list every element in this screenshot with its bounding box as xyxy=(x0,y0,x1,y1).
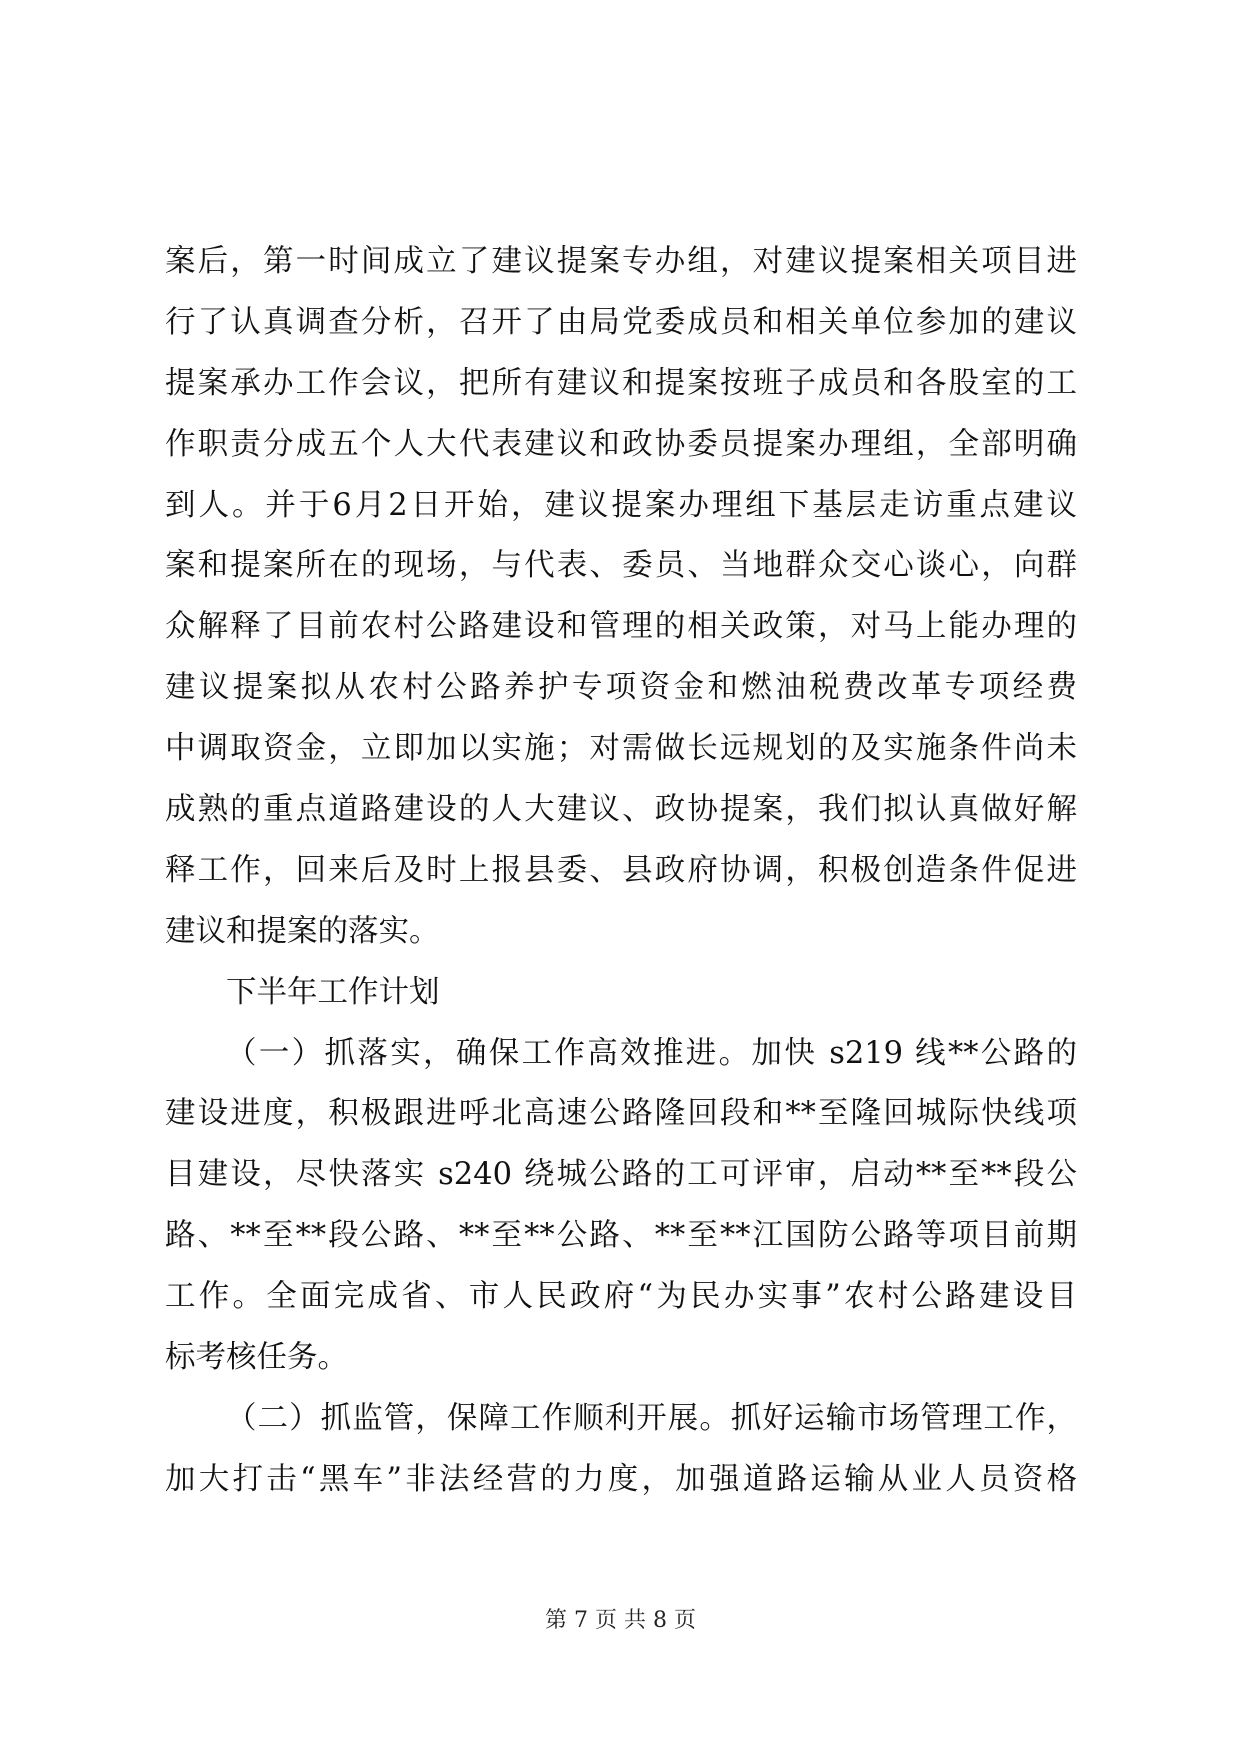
text-line: 中调取资金，立即加以实施；对需做长远规划的及实施条件尚未 xyxy=(165,731,1077,767)
text-line: 建议提案拟从农村公路养护专项资金和燃油税费改革专项经费 xyxy=(165,670,1077,706)
body-text xyxy=(165,232,1077,1511)
text-line: 案后，第一时间成立了建议提案专办组，对建议提案相关项目进 xyxy=(165,244,1077,279)
text-line: 行了认真调查分析，召开了由局党委成员和相关单位参加的建议 xyxy=(165,304,1077,340)
section-heading: 下半年工作计划 xyxy=(226,974,440,1010)
text-line: 建设进度，积极跟进呼北高速公路隆回段和**至隆回城际快线项 xyxy=(165,1096,1077,1132)
text-line: 路、**至**段公路、**至**公路、**至**江国防公路等项目前期 xyxy=(165,1218,1077,1254)
text-line: 建议和提案的落实。 xyxy=(165,913,440,949)
text-line: 作职责分成五个人大代表建议和政协委员提案办理组，全部明确 xyxy=(165,426,1077,462)
text-line: （一）抓落实，确保工作高效推进。加快 s219 线**公路的 xyxy=(226,1035,1077,1071)
text-line: （二）抓监管，保障工作顺利开展。抓好运输市场管理工作， xyxy=(226,1400,1077,1436)
text-line: 加大打击“黑车”非法经营的力度，加强道路运输从业人员资格 xyxy=(165,1461,1077,1497)
text-line: 案和提案所在的现场，与代表、委员、当地群众交心谈心，向群 xyxy=(165,548,1077,584)
page-number: 第 7 页 共 8 页 xyxy=(545,1608,696,1633)
text-line: 到人。并于6月2日开始，建议提案办理组下基层走访重点建议 xyxy=(165,487,1077,523)
page-footer xyxy=(0,1608,1241,1634)
text-line: 众解释了目前农村公路建设和管理的相关政策，对马上能办理的 xyxy=(165,609,1077,645)
text-line: 成熟的重点道路建设的人大建议、政协提案，我们拟认真做好解 xyxy=(165,792,1077,828)
text-line: 目建设，尽快落实 s240 绕城公路的工可评审，启动**至**段公 xyxy=(165,1157,1077,1193)
text-line: 释工作，回来后及时上报县委、县政府协调，积极创造条件促进 xyxy=(165,852,1077,888)
text-line: 标考核任务。 xyxy=(165,1340,348,1376)
text-line: 提案承办工作会议，把所有建议和提案按班子成员和各股室的工 xyxy=(165,365,1077,401)
text-line: 工作。全面完成省、市人民政府“为民办实事”农村公路建设目 xyxy=(165,1279,1077,1315)
